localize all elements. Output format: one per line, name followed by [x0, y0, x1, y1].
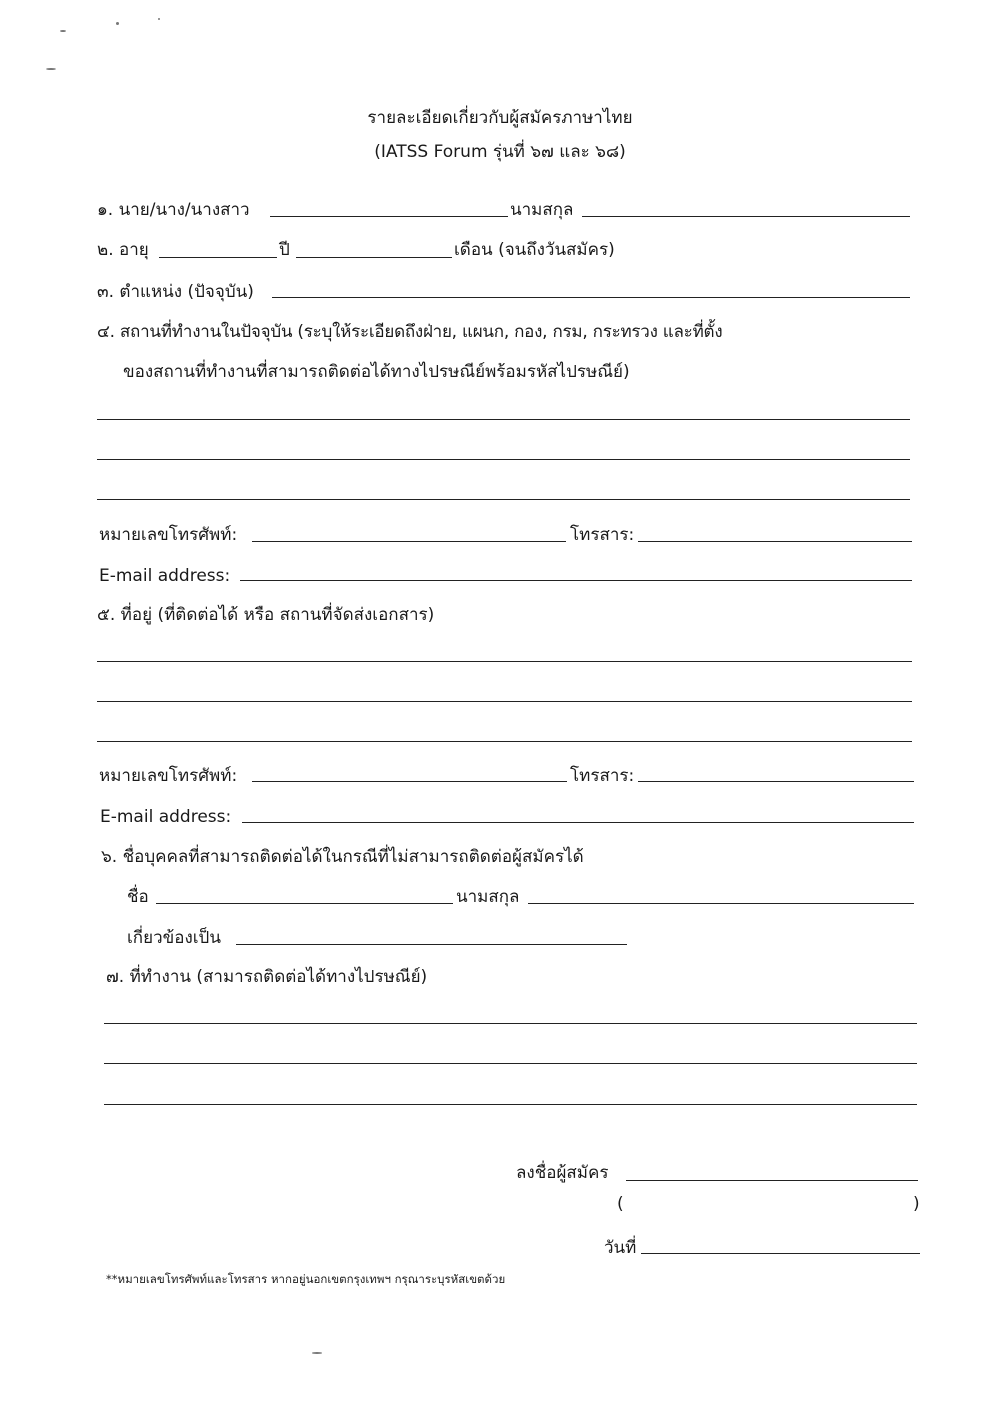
home-fax-field[interactable]	[638, 781, 914, 782]
signature-label: ลงชื่อผู้สมัคร	[516, 1163, 609, 1183]
work-email-field[interactable]	[240, 580, 912, 581]
date-field[interactable]	[641, 1253, 920, 1254]
contact-surname-field[interactable]	[528, 903, 914, 904]
paren-close: )	[913, 1194, 920, 1214]
contact-workplace-line-2[interactable]	[104, 1063, 917, 1064]
form-title: รายละเอียดเกี่ยวกับผู้สมัครภาษาไทย	[367, 108, 633, 128]
year-label: ปี	[279, 240, 290, 260]
relation-field[interactable]	[236, 944, 627, 945]
signature-field[interactable]	[626, 1180, 918, 1181]
address-label: ๕. ที่อยู่ (ที่ติดต่อได้ หรือ สถานที่จัดส่งเอกสาร)	[97, 605, 435, 625]
contact-workplace-line-3[interactable]	[104, 1104, 917, 1105]
contact-person-label: ๖. ชื่อบุคคลที่สามารถติดต่อได้ในกรณีที่ไม่สามารถติดต่อผู้สมัครได้	[101, 847, 584, 867]
scan-speck	[158, 18, 160, 20]
home-email-label: E-mail address:	[100, 807, 232, 827]
home-phone-field[interactable]	[252, 781, 567, 782]
address-line-2[interactable]	[97, 701, 912, 702]
contact-surname-label: นามสกุล	[456, 887, 520, 907]
address-line-1[interactable]	[97, 661, 912, 662]
workplace-line-1[interactable]	[97, 419, 910, 420]
scan-speck	[46, 68, 56, 70]
work-phone-field[interactable]	[252, 541, 566, 542]
age-label: ๒. อายุ	[97, 240, 149, 260]
surname-label: นามสกุล	[510, 200, 574, 220]
home-phone-label: หมายเลขโทรศัพท์:	[99, 766, 238, 786]
date-label: วันที่	[604, 1238, 637, 1258]
month-label: เดือน (จนถึงวันสมัคร)	[454, 240, 615, 260]
first-name-field[interactable]	[270, 216, 508, 217]
scan-speck	[116, 22, 119, 25]
contact-name-label: ชื่อ	[127, 887, 149, 907]
relation-label: เกี่ยวข้องเป็น	[127, 928, 221, 948]
address-line-3[interactable]	[97, 741, 912, 742]
scan-speck	[60, 30, 66, 32]
workplace-label-cont: ของสถานที่ทำงานที่สามารถติดต่อได้ทางไปรษณีย์พร้อมรหัสไปรษณีย์)	[123, 362, 630, 382]
form-subtitle: (IATSS Forum รุ่นที่ ๖๗ และ ๖๘)	[374, 142, 626, 162]
work-phone-label: หมายเลขโทรศัพท์:	[99, 525, 238, 545]
home-fax-label: โทรสาร:	[570, 766, 635, 786]
position-label: ๓. ตำแหน่ง (ปัจจุบัน)	[97, 282, 254, 302]
position-field[interactable]	[272, 297, 910, 298]
age-months-field[interactable]	[296, 257, 452, 258]
scan-speck	[312, 1352, 322, 1354]
home-email-field[interactable]	[242, 822, 914, 823]
contact-workplace-line-1[interactable]	[104, 1023, 917, 1024]
work-fax-label: โทรสาร:	[570, 525, 635, 545]
workplace-line-2[interactable]	[97, 459, 910, 460]
paren-open: (	[617, 1194, 624, 1214]
workplace-line-3[interactable]	[97, 499, 910, 500]
footnote: **หมายเลขโทรศัพท์และโทรสาร หากอยู่นอกเขตกรุงเทพฯ กรุณาระบุรหัสเขตด้วย	[106, 1272, 506, 1286]
contact-name-field[interactable]	[156, 903, 453, 904]
name-label: ๑. นาย/นาง/นางสาว	[97, 200, 250, 220]
surname-field[interactable]	[582, 216, 910, 217]
work-fax-field[interactable]	[638, 541, 912, 542]
workplace-label: ๔. สถานที่ทำงานในปัจจุบัน (ระบุให้ระเอียดถึงฝ่าย, แผนก, กอง, กรม, กระทรวง และที่ตั้ง	[97, 322, 723, 342]
contact-workplace-label: ๗. ที่ทำงาน (สามารถติดต่อได้ทางไปรษณีย์)	[106, 967, 428, 987]
work-email-label: E-mail address:	[99, 566, 231, 586]
age-years-field[interactable]	[159, 257, 277, 258]
